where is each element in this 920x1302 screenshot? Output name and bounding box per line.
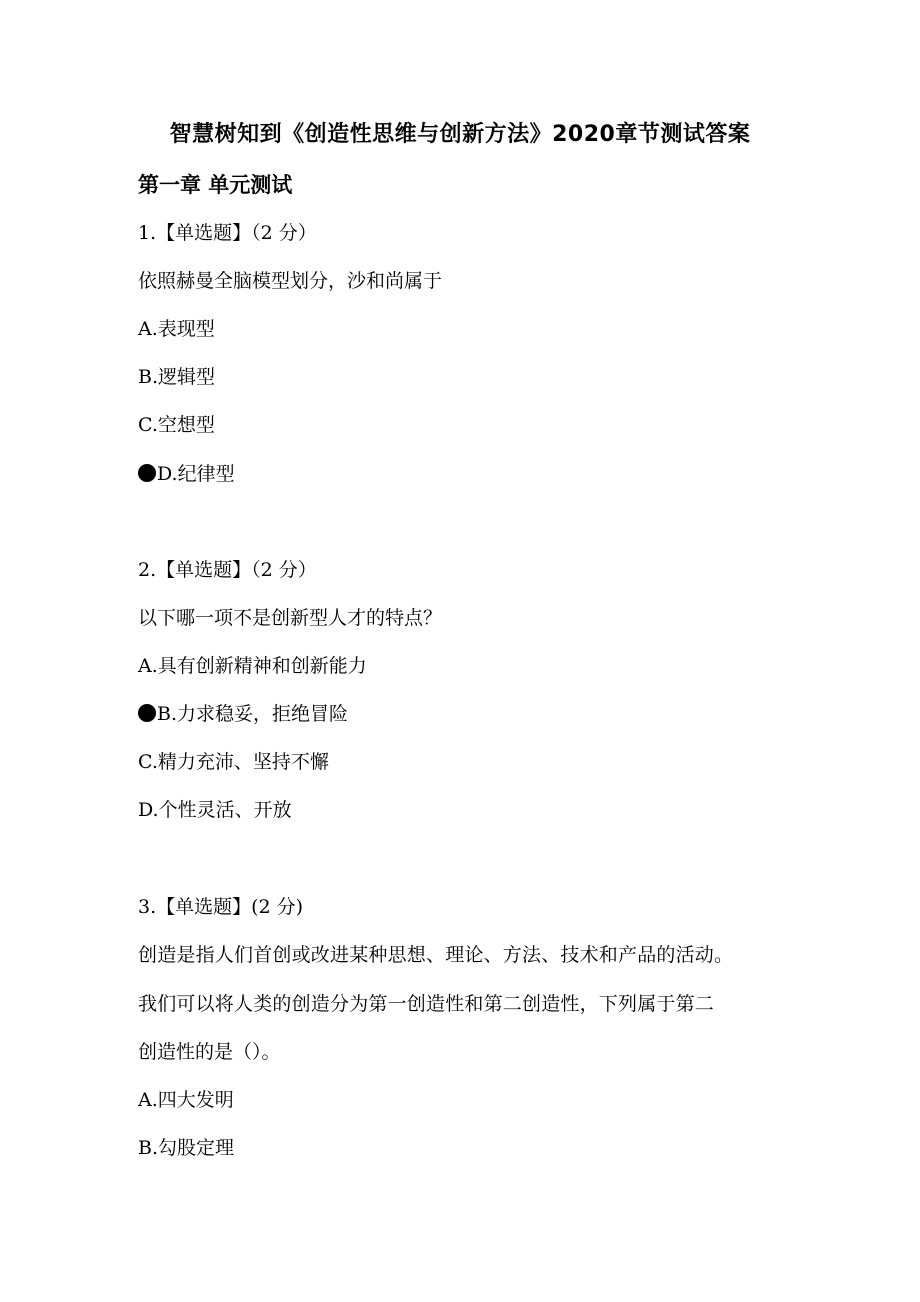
question-3-stem-line-1: 创造是指人们首创或改进某种思想、理论、方法、技术和产品的活动。 [138, 944, 734, 966]
selected-answer-icon [138, 464, 156, 482]
question-1-option-b[interactable]: B.逻辑型 [138, 366, 216, 388]
chapter-heading: 第一章 单元测试 [138, 173, 293, 197]
question-3-stem-line-2: 我们可以将人类的创造分为第一创造性和第二创造性，下列属于第二 [138, 993, 715, 1015]
question-3-option-a[interactable]: A.四大发明 [138, 1089, 234, 1111]
question-2-header: 2.【单选题】（2 分） [138, 559, 317, 581]
question-1-stem: 依照赫曼全脑模型划分，沙和尚属于 [138, 270, 443, 292]
question-3-stem-line-3: 创造性的是（）。 [138, 1041, 281, 1063]
question-2-option-a[interactable]: A.具有创新精神和创新能力 [138, 655, 367, 677]
question-2-option-c[interactable]: C.精力充沛、坚持不懈 [138, 751, 329, 773]
question-1-option-a[interactable]: A.表现型 [138, 318, 215, 340]
question-1-option-d[interactable] [138, 459, 235, 489]
question-1-option-c[interactable]: C.空想型 [138, 414, 215, 436]
question-3-header: 3.【单选题】(2 分) [138, 896, 304, 918]
question-2-option-d[interactable]: D.个性灵活、开放 [138, 799, 292, 821]
question-1-option-d-label: D.纪律型 [157, 463, 235, 485]
question-2-stem: 以下哪一项不是创新型人才的特点？ [138, 607, 443, 629]
question-1-header: 1.【单选题】（2 分） [138, 222, 317, 244]
selected-answer-icon [138, 704, 156, 722]
document-title: 智慧树知到《创造性思维与创新方法》2020章节测试答案 [169, 122, 751, 147]
question-2-option-b[interactable] [138, 699, 348, 729]
question-2-option-b-label: B.力求稳妥，拒绝冒险 [157, 703, 349, 725]
question-3-option-b[interactable]: B.勾股定理 [138, 1137, 235, 1159]
